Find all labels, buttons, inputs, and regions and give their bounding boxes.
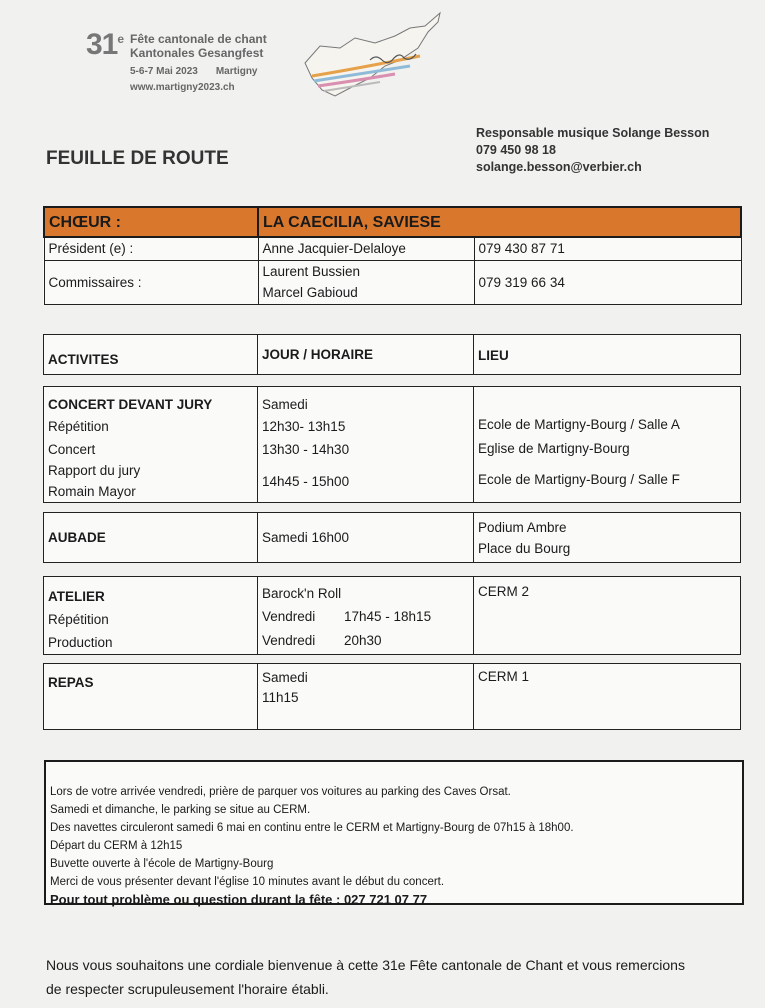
note-line-2: Samedi et dimanche, le parking se situe au CERM. — [50, 804, 311, 816]
logo-dates: 5-6-7 Mai 2023 Martigny — [130, 66, 258, 77]
concert-place-concert: Eglise de Martigny-Bourg — [478, 441, 630, 456]
atelier-activity — [44, 577, 258, 655]
page-title: FEUILLE DE ROUTE — [46, 148, 229, 169]
aubade-title: AUBADE — [44, 513, 258, 563]
concert-time-concert: 13h30 - 14h30 — [262, 442, 350, 457]
note-line-5: Buvette ouverte à l'école de Martigny-Bourg — [50, 858, 274, 870]
valais-map-logo-icon — [300, 8, 445, 103]
atelier-row-rehearsal: Répétition — [48, 612, 109, 627]
aubade-block — [43, 512, 741, 563]
repas-title: REPAS — [44, 664, 258, 730]
atelier-block — [43, 576, 741, 655]
emergency-contact: Pour tout problème ou question durant la fête : 027 721 07 77 — [50, 892, 428, 907]
note-line-4: Départ du CERM à 12h15 — [50, 840, 183, 852]
choir-name: LA CAECILIA, SAVIESE — [258, 207, 741, 237]
concert-row-jury-member: Romain Mayor — [48, 484, 136, 499]
concert-time-report: 14h45 - 15h00 — [262, 474, 350, 489]
concert-row-rehearsal: Répétition — [48, 419, 109, 434]
president-label: Président (e) : — [44, 237, 258, 260]
concert-place — [474, 387, 741, 503]
concert-schedule — [258, 387, 474, 503]
footer-line-1: Nous vous souhaitons une cordiale bienvenue à cette 31e Fête cantonale de Chant et vous remercions — [46, 957, 685, 973]
atelier-schedule-1: Vendredi 17h45 - 18h15 — [262, 609, 432, 624]
logo-title-fr: Fête cantonale de chant — [130, 32, 267, 46]
commissaires-label: Commissaires : — [44, 260, 258, 304]
aubade-schedule: Samedi 16h00 — [258, 513, 474, 563]
responsible-phone: 079 450 98 18 — [476, 143, 556, 157]
header-activities: ACTIVITES — [44, 335, 258, 375]
concert-activity — [44, 387, 258, 503]
footer-message — [46, 953, 746, 1001]
atelier-schedule-2: Vendredi 20h30 — [262, 633, 382, 648]
choir-label: CHŒUR : — [44, 207, 258, 237]
concert-block — [43, 386, 741, 503]
note-line-3: Des navettes circuleront samedi 6 mai en continu entre le CERM et Martigny-Bourg de 07h15 à 18h00. — [50, 822, 574, 834]
concert-row-concert: Concert — [48, 442, 96, 457]
logo-number: 31e — [86, 28, 124, 61]
header-place: LIEU — [474, 335, 741, 375]
repas-block — [43, 663, 741, 730]
atelier-name: Barock'n Roll — [262, 586, 342, 601]
responsible-name: Responsable musique Solange Besson — [476, 126, 710, 140]
footer-line-2: de respecter scrupuleusement l'horaire établi. — [46, 981, 329, 997]
concert-row-report: Rapport du jury — [48, 463, 141, 478]
notes-box — [44, 760, 744, 905]
logo-title-de: Kantonales Gesangfest — [130, 46, 264, 60]
header-schedule: JOUR / HORAIRE — [258, 335, 474, 375]
repas-time: 11h15 — [262, 690, 299, 705]
note-line-1: Lors de votre arrivée vendredi, prière de parquer vos voitures au parking des Caves Orsat. — [50, 786, 511, 798]
repas-day: Samedi — [262, 670, 308, 685]
logo-url: www.martigny2023.ch — [130, 82, 235, 93]
concert-time-rehearsal: 12h30- 13h15 — [262, 419, 346, 434]
atelier-title: ATELIER — [48, 589, 105, 604]
concert-title: CONCERT DEVANT JURY — [48, 397, 213, 412]
repas-place: CERM 1 — [474, 664, 741, 730]
aubade-place-1: Podium Ambre — [478, 520, 567, 535]
responsible-email: solange.besson@verbier.ch — [476, 160, 642, 174]
note-line-6: Merci de vous présenter devant l'église 10 minutes avant le début du concert. — [50, 876, 445, 888]
responsible-contact — [476, 125, 709, 176]
atelier-schedule — [258, 577, 474, 655]
commissaire-1: Laurent Bussien — [262, 263, 361, 279]
commissaire-2: Marcel Gabioud — [262, 284, 358, 300]
commissaires-names — [258, 260, 474, 304]
concert-place-report: Ecole de Martigny-Bourg / Salle F — [478, 472, 680, 487]
atelier-place: CERM 2 — [474, 577, 741, 655]
activities-header — [43, 334, 741, 375]
president-phone: 079 430 87 71 — [474, 237, 741, 260]
repas-schedule — [258, 664, 474, 730]
concert-day: Samedi — [262, 397, 308, 412]
aubade-place-2: Place du Bourg — [478, 541, 571, 556]
choir-table — [43, 206, 742, 305]
atelier-row-production: Production — [48, 635, 113, 650]
aubade-place — [474, 513, 741, 563]
president-name: Anne Jacquier-Delaloye — [258, 237, 474, 260]
concert-place-rehearsal: Ecole de Martigny-Bourg / Salle A — [478, 417, 680, 432]
commissaires-phone: 079 319 66 34 — [474, 260, 741, 304]
